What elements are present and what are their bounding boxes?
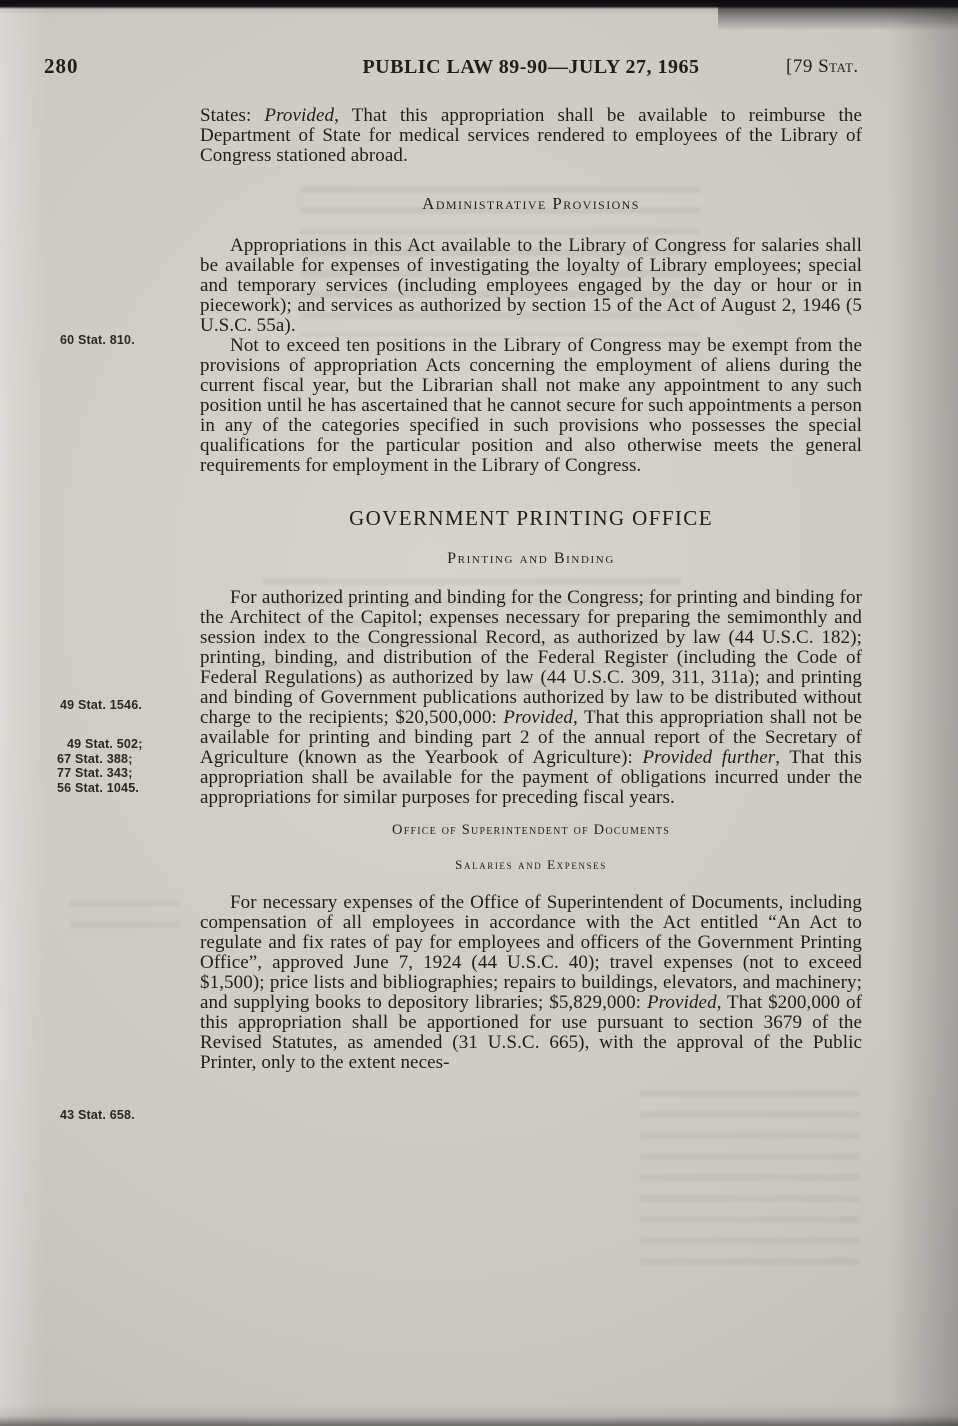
stat-volume-citation: [79 Stat. [786, 56, 859, 77]
bleed-through-artifact [70, 900, 180, 940]
margin-note-56-stat-1045: 56 Stat. 1045. [57, 780, 140, 795]
heading-administrative-provisions: Administrative Provisions [422, 194, 640, 213]
margin-note-60-stat-810: 60 Stat. 810. [60, 333, 135, 347]
margin-note-citation-group [57, 737, 189, 795]
heading-government-printing-office: GOVERNMENT PRINTING OFFICE [349, 506, 713, 530]
heading-printing-and-binding: Printing and Binding [447, 550, 615, 567]
paragraph-appropriations-loyalty: Appropriations in this Act available to the Library of Congress for salaries shall be available for expenses of investigating the loyalty of Library employees; special and temporary services (including employees engaged by the day or hour or in piecework); and services as authorized by section 15 of the Act of August 2, 1946 (5 U.S.C. 55a). [200, 235, 862, 336]
margin-note-43-stat-658: 43 Stat. 658. [60, 1108, 135, 1122]
margin-note-49-stat-502: 49 Stat. 502; [67, 737, 143, 751]
margin-note-77-stat-343: 77 Stat. 343; [57, 766, 133, 780]
heading-office-of-superintendent-of-documents: Office of Superintendent of Documents [392, 822, 670, 838]
paragraph-states-provided: States: Provided, That this appropriation shall be available to reimburse the Department of State for medical services rendered to employees of the Library of Congress stationed abroad. [200, 105, 863, 166]
margin-note-49-stat-1546: 49 Stat. 1546. [60, 698, 143, 712]
running-header-title: PUBLIC LAW 89-90—JULY 27, 1965 [362, 56, 700, 78]
margin-note-67-stat-388: 67 Stat. 388; [57, 751, 133, 766]
page-number: 280 [44, 54, 79, 78]
bleed-through-artifact [640, 1090, 860, 1270]
scan-edge-bottom [0, 1416, 958, 1426]
paragraph-ten-positions-exempt: Not to exceed ten positions in the Library of Congress may be exempt from the provisions of appropriation Acts concerning the employment of aliens during the current fiscal year, but the Librarian shall not make any appointment to any such position until he has ascertained that he cannot secure for such appointments a person in any of the categories specified in such provisions who possesses the special qualifications for the particular position and also otherwise meets the general requirements for employment in the Library of Congress. [200, 335, 862, 476]
paragraph-printing-binding-appropriation: For authorized printing and binding for the Congress; for printing and binding for the Architect of the Capitol; expenses necessary for preparing the semimonthly and session index to the Congressional Record, as authorized by law (44 U.S.C. 182); printing, binding, and distribution of the Federal Register (including the Code of Federal Regulations) as authorized by law (44 U.S.C. 309, 311, 311a); and printing and binding of Government publications authorized by law to be distributed without charge to the recipients; $20,500,000: Provided, That this appropriation shall not be available for printing and binding part 2 of the annual report of the Secretary of Agriculture (known as the Yearbook of Agriculture): Provided further, That this appropriation shall be available for the payment of obligations incurred under the appropriations for similar purposes for preceding fiscal years. [200, 587, 862, 808]
heading-salaries-and-expenses: Salaries and Expenses [455, 857, 607, 872]
paragraph-superintendent-documents-expenses: For necessary expenses of the Office of Superintendent of Documents, including compensation of all employees in accordance with the Act entitled “An Act to regulate and fix rates of pay for employees and officers of the Government Printing Office”, approved June 7, 1924 (44 U.S.C. 40); travel expenses (not to exceed $1,500); price lists and bibliographies; repairs to buildings, elevators, and machinery; and supplying books to depository libraries; $5,829,000: Provided, That $200,000 of this appropriation shall be apportioned for use pursuant to section 3679 of the Revised Statutes, as amended (31 U.S.C. 665), with the approval of the Public Printer, only to the extent neces- [200, 892, 862, 1073]
text-column [200, 0, 862, 1073]
